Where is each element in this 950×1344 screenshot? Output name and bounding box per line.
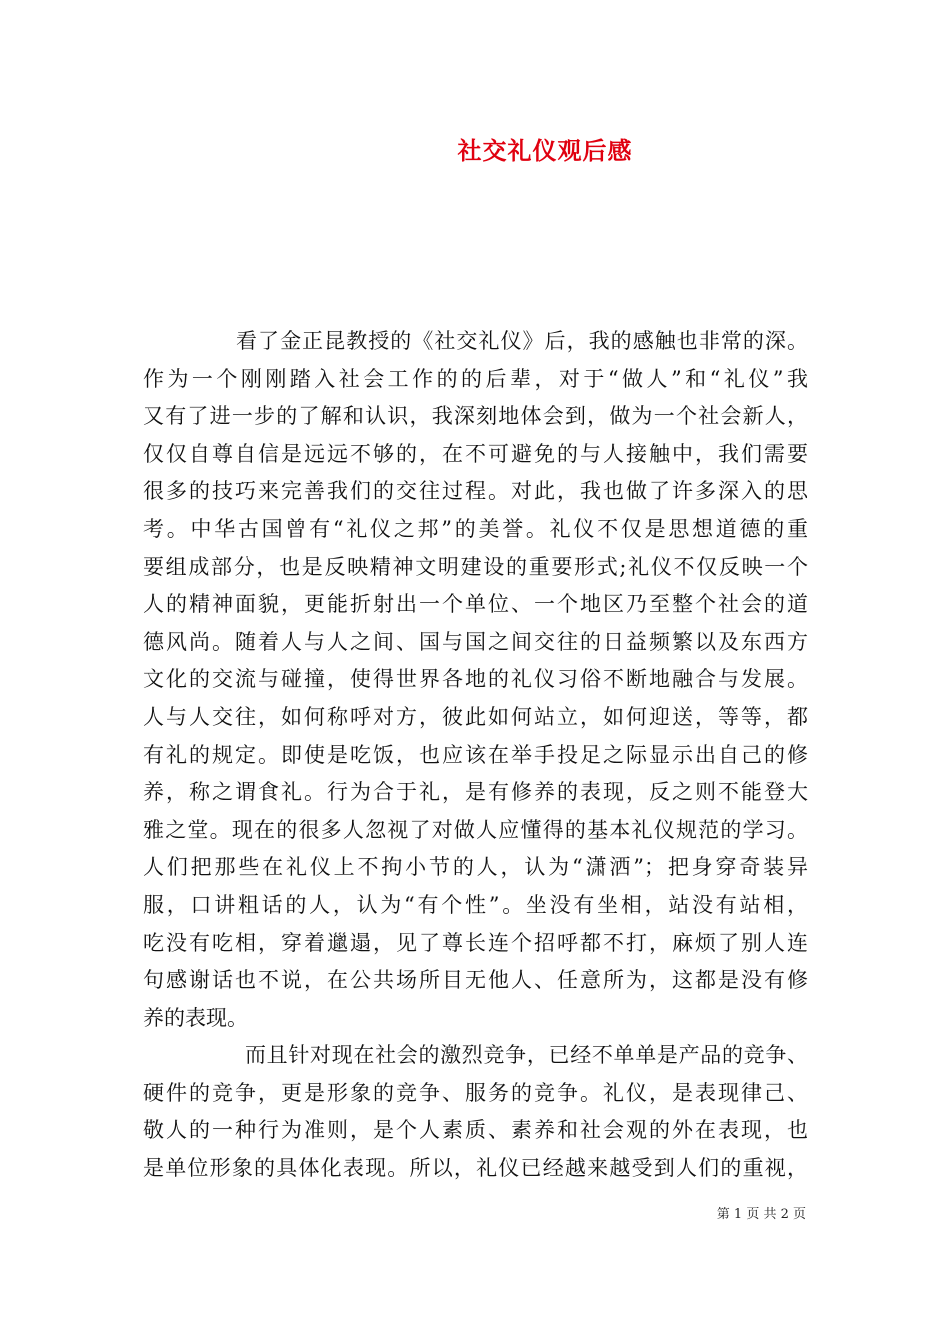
paragraph-1-line-12: 有礼的规定。即使是吃饭，也应该在举手投足之际显示出自己的修 — [143, 742, 808, 767]
paragraph-1-line-7: 要组成部分，也是反映精神文明建设的重要形式;礼仪不仅反映一个 — [143, 554, 808, 579]
paragraph-1-line-11: 人与人交往，如何称呼对方，彼此如何站立，如何迎送，等等，都 — [143, 704, 808, 729]
page-title: 社交礼仪观后感 — [457, 137, 633, 165]
paragraph-1-line-13: 养，称之谓食礼。行为合于礼，是有修养的表现，反之则不能登大 — [143, 780, 808, 805]
paragraph-1-line-10: 文化的交流与碰撞，使得世界各地的礼仪习俗不断地融合与发展。 — [143, 667, 808, 692]
paragraph-1-line-2: 作为一个刚刚踏入社会工作的的后辈，对于“做人”和“礼仪”我 — [143, 366, 808, 391]
paragraph-1-line-4: 仅仅自尊自信是远远不够的，在不可避免的与人接触中，我们需要 — [143, 441, 808, 466]
body-text — [143, 323, 808, 1188]
paragraph-1-line-14: 雅之堂。现在的很多人忽视了对做人应懂得的基本礼仪规范的学习。 — [143, 817, 808, 842]
paragraph-2-line-1: 而且针对现在社会的激烈竞争，已经不单单是产品的竞争、 — [245, 1043, 808, 1068]
paragraph-1-line-15: 人们把那些在礼仪上不拘小节的人，认为“潇洒”；把身穿奇装异 — [143, 855, 808, 880]
page-number-footer: 第 1 页 共 2 页 — [716, 1207, 806, 1222]
paragraph-1-line-16: 服，口讲粗话的人，认为“有个性”。坐没有坐相，站没有站相， — [143, 892, 808, 917]
paragraph-1-line-9: 德风尚。随着人与人之间、国与国之间交往的日益频繁以及东西方 — [143, 629, 808, 654]
paragraph-1-line-1: 看了金正昆教授的《社交礼仪》后，我的感触也非常的深。 — [236, 329, 808, 353]
paragraph-2-line-3: 敬人的一种行为准则，是个人素质、素养和社会观的外在表现，也 — [143, 1118, 808, 1143]
paragraph-1-line-19: 养的表现。 — [143, 1005, 248, 1030]
paragraph-1-line-18: 句感谢话也不说，在公共场所目无他人、任意所为，这都是没有修 — [143, 968, 808, 993]
paragraph-1-line-6: 考。中华古国曾有“礼仪之邦”的美誉。礼仪不仅是思想道德的重 — [143, 516, 808, 541]
paragraph-1-line-5: 很多的技巧来完善我们的交往过程。对此，我也做了许多深入的思 — [143, 479, 808, 504]
paragraph-1-line-3: 又有了进一步的了解和认识，我深刻地体会到，做为一个社会新人， — [143, 404, 808, 429]
paragraph-1-line-17: 吃没有吃相，穿着邋遢，见了尊长连个招呼都不打，麻烦了别人连 — [143, 930, 808, 955]
paragraph-2-line-2: 硬件的竞争，更是形象的竞争、服务的竞争。礼仪，是表现律己、 — [143, 1080, 808, 1105]
paragraph-1-line-8: 人的精神面貌，更能折射出一个单位、一个地区乃至整个社会的道 — [143, 592, 808, 617]
paragraph-2-line-4: 是单位形象的具体化表现。所以，礼仪已经越来越受到人们的重视， — [143, 1156, 808, 1181]
